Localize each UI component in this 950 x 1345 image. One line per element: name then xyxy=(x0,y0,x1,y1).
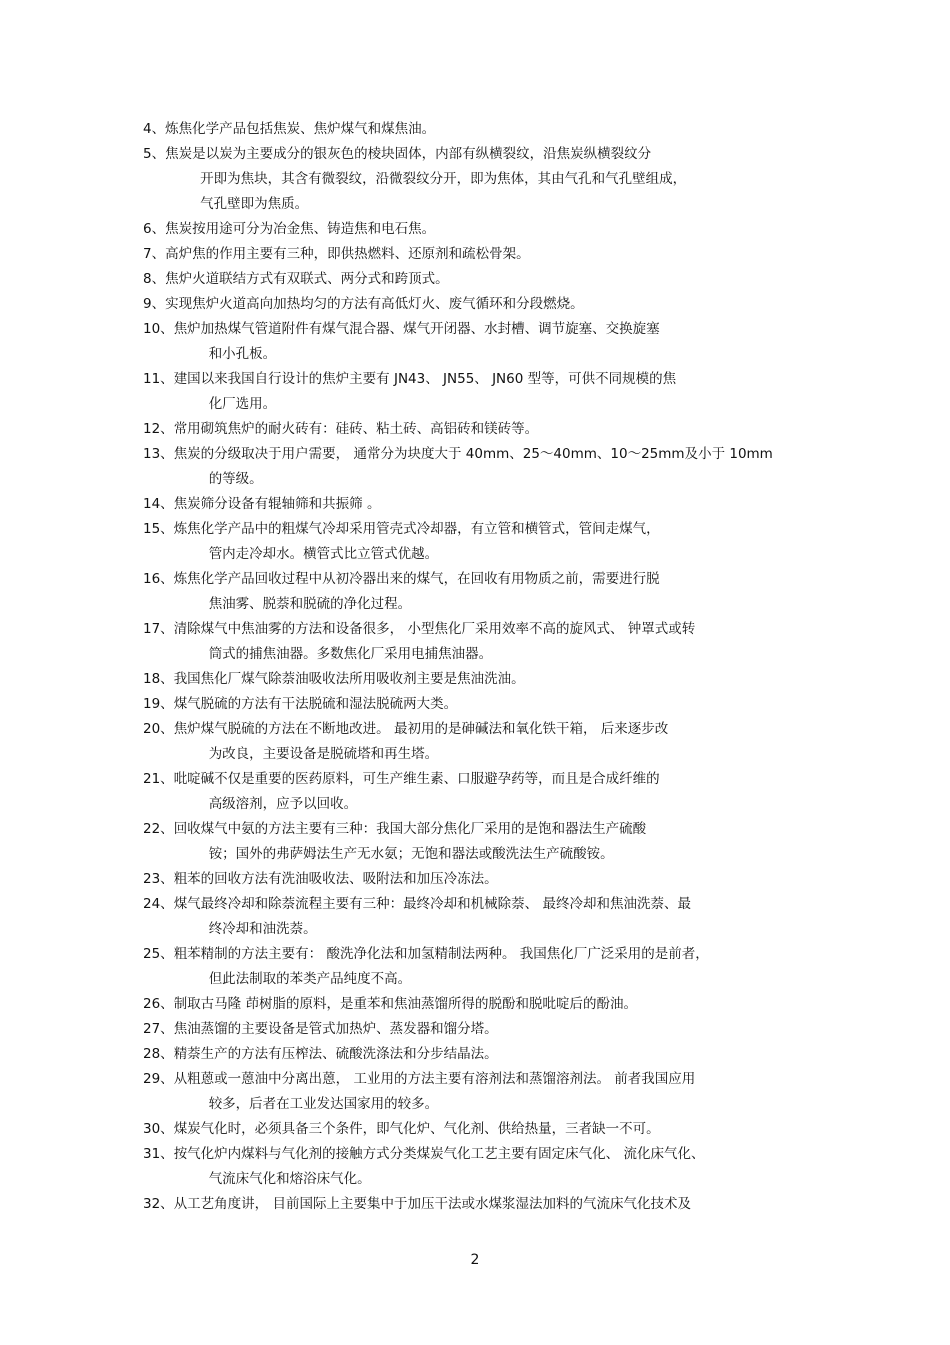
item-text xyxy=(174,867,823,892)
item-text-line: 从粗蒽或一蒽油中分离出蒽， 工业用的方法主要有溶剂法和蒸馏溶剂法。 前者我国应用 xyxy=(173,1071,696,1087)
item-number: 16、 xyxy=(143,571,174,587)
item-text xyxy=(174,1067,823,1117)
item-text-line: 和小孔板。 xyxy=(208,346,277,362)
item-text xyxy=(174,1042,823,1067)
list-item xyxy=(143,892,823,942)
item-text-line: 焦炉煤气脱硫的方法在不断地改进。 最初用的是砷碱法和氧化铁干箱， 后来逐步改 xyxy=(173,721,669,737)
list-item xyxy=(143,142,823,217)
list-item xyxy=(143,1042,823,1067)
item-text xyxy=(174,817,823,867)
item-number: 23、 xyxy=(143,871,174,887)
item-text xyxy=(174,692,823,717)
list-item xyxy=(143,867,823,892)
list-item xyxy=(143,667,823,692)
list-item xyxy=(143,767,823,817)
item-text-line: 筒式的捕焦油器。多数焦化厂采用电捕焦油器。 xyxy=(208,646,493,662)
list-item xyxy=(143,1067,823,1117)
item-text-line: 建国以来我国自行设计的焦炉主要有 JN43、 JN55、 JN60 型等，可供不同规模的焦 xyxy=(173,371,677,387)
item-number: 10、 xyxy=(143,321,174,337)
item-text-line: 清除煤气中焦油雾的方法和设备很多， 小型焦化厂采用效率不高的旋风式、 钟罩式或转 xyxy=(173,621,696,637)
item-number: 6、 xyxy=(143,221,166,237)
list-item xyxy=(143,492,823,517)
item-text-line: 终冷却和油洗萘。 xyxy=(208,921,317,937)
item-text-line: 炼焦化学产品回收过程中从初冷器出来的煤气，在回收有用物质之前，需要进行脱 xyxy=(173,571,660,587)
item-text-line: 煤炭气化时，必须具备三个条件，即气化炉、气化剂、供给热量，三者缺一不可。 xyxy=(173,1121,660,1137)
item-text-line: 常用砌筑焦炉的耐火砖有：硅砖、粘土砖、高铝砖和镁砖等。 xyxy=(173,421,539,437)
item-number: 4、 xyxy=(143,121,166,137)
list-item xyxy=(143,1017,823,1042)
item-text-line: 焦炭筛分设备有辊轴筛和共振筛 。 xyxy=(173,496,381,512)
item-text-line: 煤气脱硫的方法有干法脱硫和湿法脱硫两大类。 xyxy=(173,696,458,712)
item-text-line: 吡啶碱不仅是重要的医药原料，可生产维生素、口服避孕药等，而且是合成纤维的 xyxy=(173,771,660,787)
item-number: 27、 xyxy=(143,1021,174,1037)
item-number: 30、 xyxy=(143,1121,174,1137)
item-text-line: 高级溶剂，应予以回收。 xyxy=(208,796,358,812)
item-text-line: 焦炉加热煤气管道附件有煤气混合器、煤气开闭器、水封槽、调节旋塞、交换旋塞 xyxy=(173,321,660,337)
item-number: 9、 xyxy=(143,296,166,312)
item-text-line: 制取古马隆 茚树脂的原料，是重苯和焦油蒸馏所得的脱酚和脱吡啶后的酚油。 xyxy=(173,996,637,1012)
list-item xyxy=(143,217,823,242)
item-text-line: 为改良，主要设备是脱硫塔和再生塔。 xyxy=(208,746,439,762)
item-number: 7、 xyxy=(143,246,166,262)
item-text xyxy=(174,767,823,817)
item-number: 11、 xyxy=(143,371,174,387)
item-number: 22、 xyxy=(143,821,174,837)
item-text-line: 炼焦化学产品中的粗煤气冷却采用管壳式冷却器，有立管和横管式，管间走煤气， xyxy=(173,521,660,537)
item-text xyxy=(174,942,823,992)
item-number: 32、 xyxy=(143,1196,174,1212)
item-text-line: 的等级。 xyxy=(208,471,263,487)
item-text xyxy=(174,667,823,692)
item-number: 14、 xyxy=(143,496,174,512)
item-text-line: 粗苯精制的方法主要有： 酸洗净化法和加氢精制法两种。 我国焦化厂广泛采用的是前者， xyxy=(173,946,709,962)
list-item xyxy=(143,242,823,267)
item-text-line: 焦油蒸馏的主要设备是管式加热炉、蒸发器和馏分塔。 xyxy=(173,1021,498,1037)
list-item xyxy=(143,617,823,667)
list-item xyxy=(143,517,823,567)
list-item xyxy=(143,117,823,142)
list-item xyxy=(143,567,823,617)
item-text-line: 管内走冷却水。横管式比立管式优越。 xyxy=(208,546,439,562)
item-text-line: 回收煤气中氨的方法主要有三种：我国大部分焦化厂采用的是饱和器法生产硫酸 xyxy=(173,821,647,837)
item-text-line: 焦炭是以炭为主要成分的银灰色的棱块固体，内部有纵横裂纹，沿焦炭纵横裂纹分 xyxy=(165,146,652,162)
item-number: 25、 xyxy=(143,946,174,962)
item-text xyxy=(165,292,823,317)
item-number: 13、 xyxy=(143,446,174,462)
item-text xyxy=(165,142,823,217)
item-text xyxy=(174,617,823,667)
item-text-line: 粗苯的回收方法有洗油吸收法、吸附法和加压冷冻法。 xyxy=(173,871,498,887)
item-text xyxy=(174,892,823,942)
item-text xyxy=(174,717,823,767)
item-number: 12、 xyxy=(143,421,174,437)
item-number: 28、 xyxy=(143,1046,174,1062)
item-text-line: 按气化炉内煤料与气化剂的接触方式分类煤炭气化工艺主要有固定床气化、 流化床气化、 xyxy=(173,1146,705,1162)
item-text-line: 精萘生产的方法有压榨法、硫酸洗涤法和分步结晶法。 xyxy=(173,1046,498,1062)
item-number: 31、 xyxy=(143,1146,174,1162)
item-number: 5、 xyxy=(143,146,166,162)
item-text-line: 高炉焦的作用主要有三种，即供热燃料、还原剂和疏松骨架。 xyxy=(165,246,530,262)
list-item xyxy=(143,417,823,442)
list-item xyxy=(143,1117,823,1142)
item-text-line: 焦炭的分级取决于用户需要， 通常分为块度大于 40mm、25～40mm、10～25mm及小于 10mm xyxy=(173,446,773,462)
list-item xyxy=(143,267,823,292)
item-text xyxy=(165,242,823,267)
list-item xyxy=(143,692,823,717)
item-text-line: 炼焦化学产品包括焦炭、焦炉煤气和煤焦油。 xyxy=(165,121,436,137)
item-text xyxy=(174,1142,823,1192)
item-text xyxy=(174,1192,823,1217)
item-text-line: 气孔壁即为焦质。 xyxy=(200,196,309,212)
item-text-line: 较多，后者在工业发达国家用的较多。 xyxy=(208,1096,439,1112)
item-text xyxy=(165,217,823,242)
list-item xyxy=(143,317,823,367)
item-text xyxy=(165,117,823,142)
item-text xyxy=(174,567,823,617)
page-number: 2 xyxy=(470,1252,480,1268)
item-text-line: 焦油雾、脱萘和脱硫的净化过程。 xyxy=(208,596,412,612)
list-item xyxy=(143,717,823,767)
item-text-line: 开即为焦块，其含有微裂纹，沿微裂纹分开，即为焦体，其由气孔和气孔壁组成， xyxy=(200,171,687,187)
item-text xyxy=(174,317,823,367)
item-text-line: 煤气最终冷却和除萘流程主要有三种：最终冷却和机械除萘、 最终冷却和焦油洗萘、最 xyxy=(173,896,691,912)
list-item xyxy=(143,942,823,992)
item-text xyxy=(174,992,823,1017)
list-item xyxy=(143,992,823,1017)
item-number: 24、 xyxy=(143,896,174,912)
list-item xyxy=(143,1192,823,1217)
item-text xyxy=(174,517,823,567)
item-text xyxy=(174,367,823,417)
item-number: 17、 xyxy=(143,621,174,637)
item-text-line: 铵；国外的弗萨姆法生产无水氨；无饱和器法或酸洗法生产硫酸铵。 xyxy=(208,846,614,862)
item-text xyxy=(174,417,823,442)
item-text-line: 实现焦炉火道高向加热均匀的方法有高低灯火、废气循环和分段燃烧。 xyxy=(165,296,584,312)
item-text xyxy=(174,442,823,492)
item-text-line: 焦炉火道联结方式有双联式、两分式和跨顶式。 xyxy=(165,271,449,287)
item-number: 26、 xyxy=(143,996,174,1012)
list-item xyxy=(143,292,823,317)
question-list xyxy=(143,117,823,1217)
list-item xyxy=(143,817,823,867)
item-number: 15、 xyxy=(143,521,174,537)
item-number: 19、 xyxy=(143,696,174,712)
item-text-line: 气流床气化和熔浴床气化。 xyxy=(208,1171,371,1187)
item-text xyxy=(174,1017,823,1042)
item-number: 29、 xyxy=(143,1071,174,1087)
item-number: 20、 xyxy=(143,721,174,737)
item-text xyxy=(165,267,823,292)
list-item xyxy=(143,367,823,417)
item-number: 8、 xyxy=(143,271,166,287)
item-text-line: 我国焦化厂煤气除萘油吸收法所用吸收剂主要是焦油洗油。 xyxy=(173,671,525,687)
item-text-line: 化厂选用。 xyxy=(208,396,277,412)
list-item xyxy=(143,442,823,492)
list-item xyxy=(143,1142,823,1192)
item-number: 18、 xyxy=(143,671,174,687)
item-text xyxy=(174,492,823,517)
item-text-line: 焦炭按用途可分为冶金焦、铸造焦和电石焦。 xyxy=(165,221,436,237)
item-text-line: 但此法制取的苯类产品纯度不高。 xyxy=(208,971,412,987)
item-number: 21、 xyxy=(143,771,174,787)
item-text-line: 从工艺角度讲， 目前国际上主要集中于加压干法或水煤浆湿法加料的气流床气化技术及 xyxy=(173,1196,691,1212)
item-text xyxy=(174,1117,823,1142)
